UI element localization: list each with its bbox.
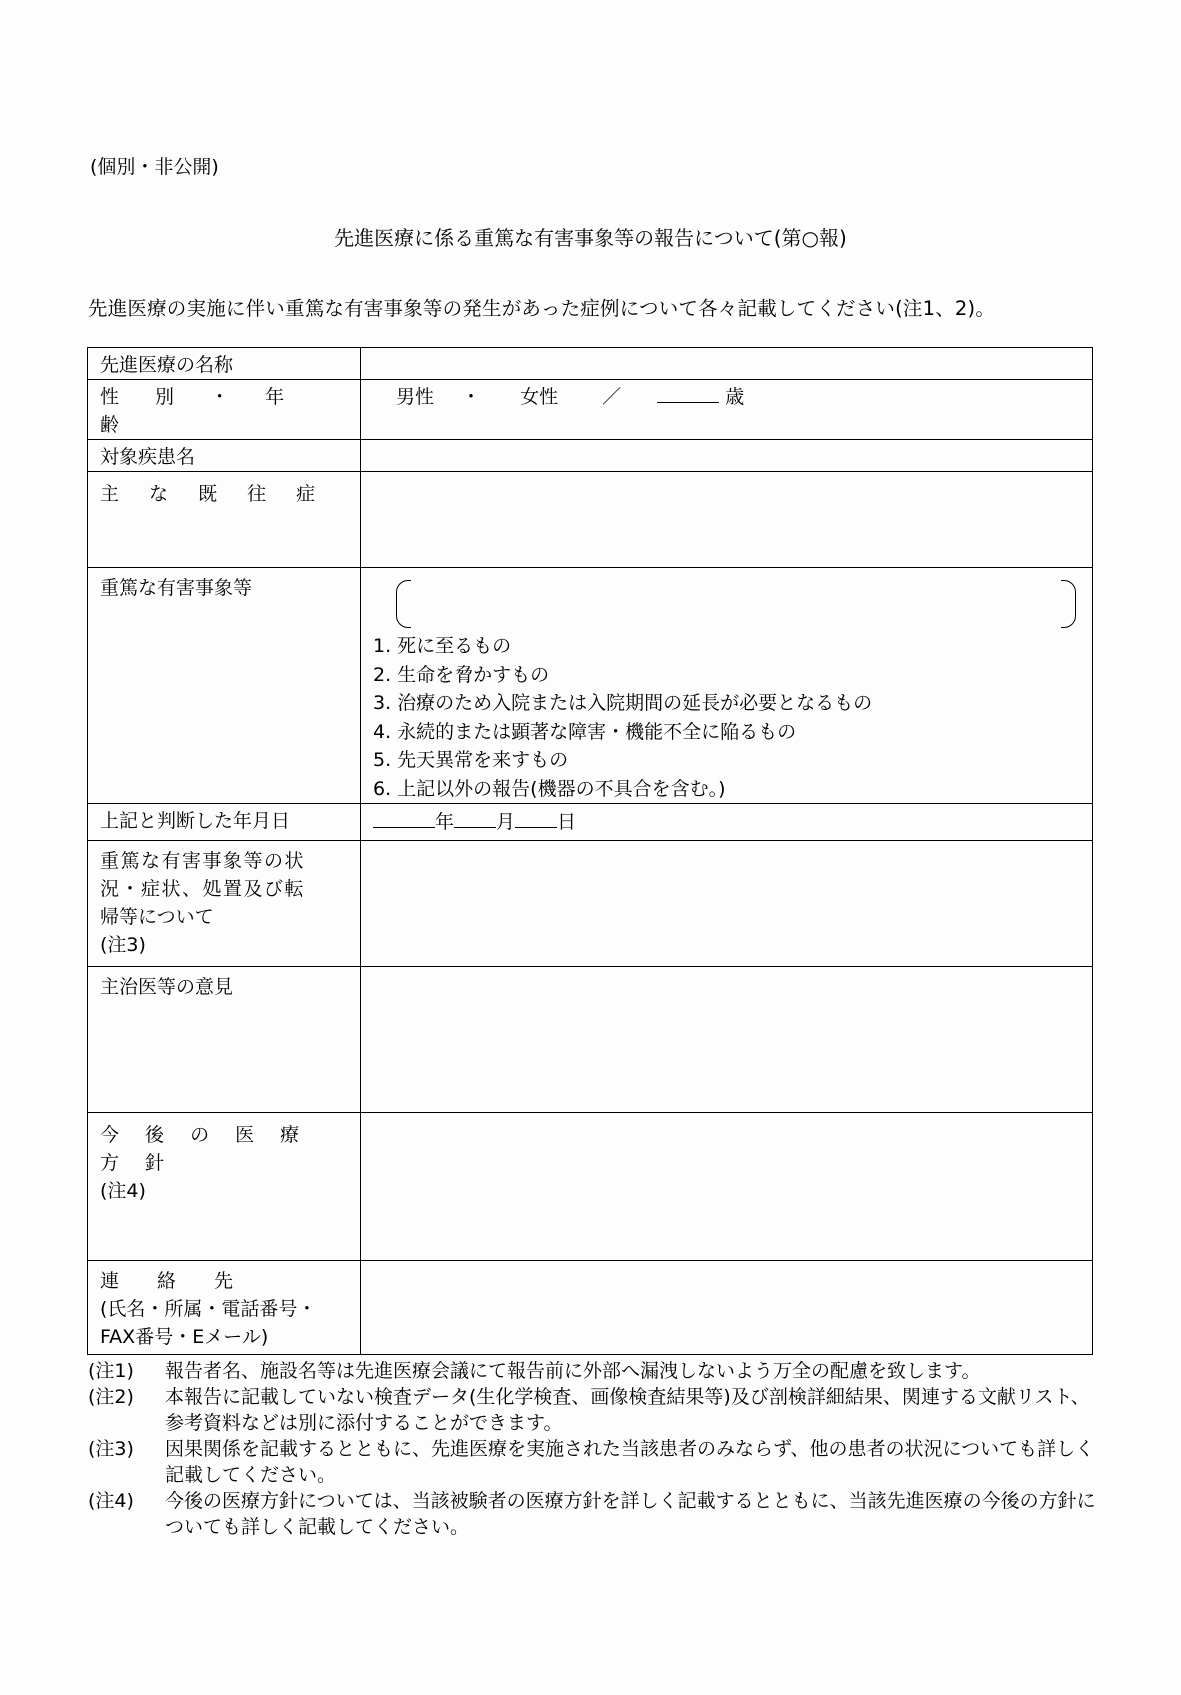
field-sex-age[interactable] — [361, 380, 1093, 440]
note-id: (注3) — [88, 1438, 134, 1460]
document-title: 先進医療に係る重篤な有害事象等の報告について(第○報) — [334, 226, 847, 250]
note-text: 因果関係を記載するとともに、先進医療を実施された当該患者のみならず、他の患者の状況についても詳しく記載してください。 — [165, 1438, 1095, 1486]
note-text: 今後の医療方針については、当該被験者の医療方針を詳しく記載するとともに、当該先進医療の今後の方針についても詳しく記載してください。 — [165, 1490, 1096, 1538]
label-history: 主 な 既 往 症 — [88, 472, 361, 568]
field-contact[interactable] — [361, 1261, 1093, 1355]
year-unit: 年 — [435, 811, 455, 833]
age-unit: 歳 — [725, 386, 745, 408]
label-contact: 連 絡 先 (氏名・所属・電話番号・ FAX番号・Eメール) — [88, 1261, 361, 1355]
event-option-3[interactable]: 3. 治療のため入院または入院期間の延長が必要となるもの — [373, 692, 873, 715]
field-judged-date — [361, 804, 1093, 841]
event-option-2[interactable]: 2. 生命を脅かすもの — [373, 663, 550, 686]
note-id: (注2) — [88, 1386, 134, 1408]
label-situation: 重篤な有害事象等の状 況・症状、処置及び転 帰等について (注3) — [88, 841, 361, 967]
label-policy: 今 後 の 医 療 方 針 (注4) — [88, 1113, 361, 1261]
right-bracket-icon — [1061, 580, 1076, 628]
label-opinion: 主治医等の意見 — [88, 967, 361, 1113]
note-id: (注1) — [88, 1360, 134, 1382]
month-input[interactable] — [454, 807, 496, 828]
event-category-list — [373, 632, 872, 804]
note-text: 報告者名、施設名等は先進医療会議にて報告前に外部へ漏洩しないよう万全の配慮を致します。 — [165, 1360, 981, 1382]
note-text: 本報告に記載していない検査データ(生化学検査、画像検査結果等)及び剖検詳細結果、関連する文献リスト、参考資料などは別に添付することができます。 — [165, 1386, 1090, 1434]
day-unit: 日 — [557, 811, 577, 833]
label-disease: 対象疾患名 — [88, 440, 361, 472]
row-history — [88, 472, 1093, 568]
report-form-table — [87, 347, 1093, 1355]
field-history[interactable] — [361, 472, 1093, 568]
field-adverse-event — [361, 568, 1093, 804]
note-3 — [88, 1436, 1098, 1488]
age-input[interactable] — [657, 382, 719, 403]
note-id: (注4) — [88, 1490, 134, 1512]
row-policy — [88, 1113, 1093, 1261]
notes-section — [88, 1358, 1098, 1540]
field-disease[interactable] — [361, 440, 1093, 472]
note-1 — [88, 1358, 1098, 1384]
month-unit: 月 — [496, 811, 516, 833]
field-policy[interactable] — [361, 1113, 1093, 1261]
note-2 — [88, 1384, 1098, 1436]
row-sex-age — [88, 380, 1093, 440]
left-bracket-icon — [396, 580, 411, 628]
separator-slash: ／ — [602, 386, 622, 408]
option-male[interactable]: 男性 — [396, 386, 435, 408]
event-option-1[interactable]: 1. 死に至るもの — [373, 635, 512, 657]
row-adverse-event — [88, 568, 1093, 804]
label-technology-name: 先進医療の名称 — [88, 348, 361, 380]
row-contact — [88, 1261, 1093, 1355]
row-situation — [88, 841, 1093, 967]
row-judged-date — [88, 804, 1093, 841]
event-option-4[interactable]: 4. 永続的または顕著な障害・機能不全に陥るもの — [373, 720, 797, 743]
event-option-6[interactable]: 6. 上記以外の報告(機器の不具合を含む。) — [373, 777, 726, 800]
label-adverse-event: 重篤な有害事象等 — [88, 568, 361, 804]
row-disease — [88, 440, 1093, 472]
intro-text: 先進医療の実施に伴い重篤な有害事象等の発生があった症例について各々記載してください(注1、2)。 — [88, 297, 996, 320]
confidentiality-label: (個別・非公開) — [90, 156, 219, 178]
note-4 — [88, 1488, 1098, 1540]
row-opinion — [88, 967, 1093, 1113]
year-input[interactable] — [373, 807, 435, 828]
label-sex-age: 性 別 ・ 年 齢 — [88, 380, 361, 440]
field-technology-name[interactable] — [361, 348, 1093, 380]
field-opinion[interactable] — [361, 967, 1093, 1113]
separator-dot: ・ — [461, 386, 481, 408]
day-input[interactable] — [515, 807, 557, 828]
event-detail-input[interactable] — [396, 580, 1076, 626]
option-female[interactable]: 女性 — [520, 386, 559, 408]
row-technology-name — [88, 348, 1093, 380]
event-option-5[interactable]: 5. 先天異常を来すもの — [373, 749, 569, 772]
label-judged-date: 上記と判断した年月日 — [88, 804, 361, 841]
field-situation[interactable] — [361, 841, 1093, 967]
